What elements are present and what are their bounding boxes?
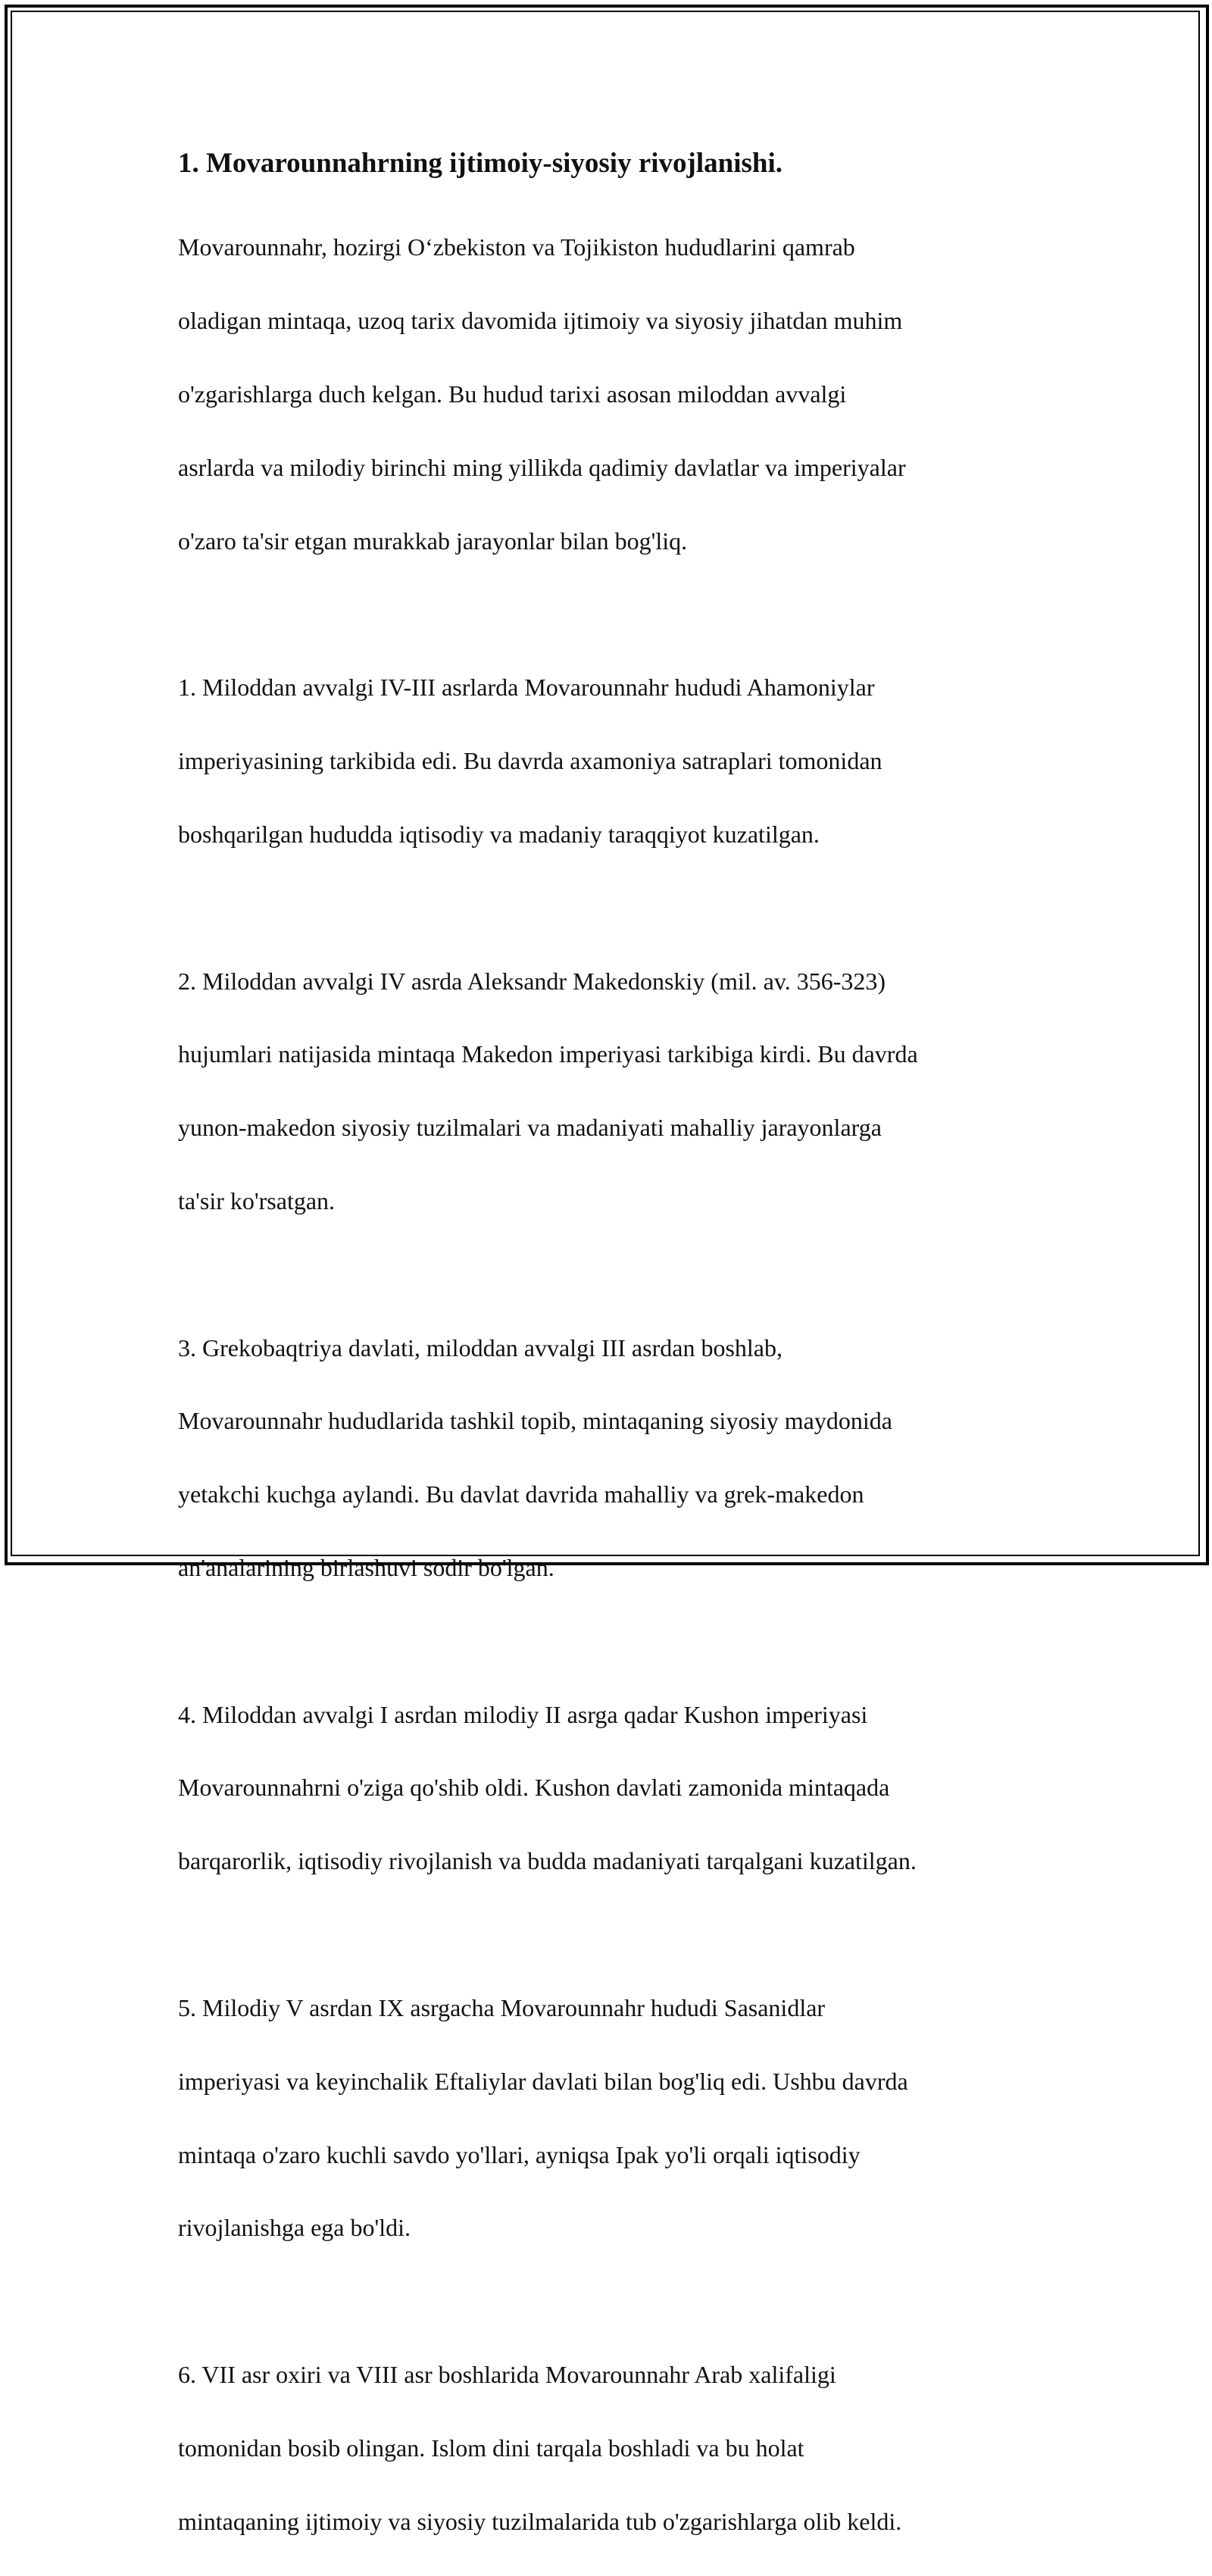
body-line: Movarounnahrni o'ziga qo'shib oldi. Kushon davlati zamonida mintaqada xyxy=(178,1774,890,1802)
body-line: mintaqaning ijtimoiy va siyosiy tuzilmalarida tub o'zgarishlarga olib keldi. xyxy=(178,2507,902,2535)
body-line: tomonidan bosib olingan. Islom dini tarqala boshladi va bu holat xyxy=(178,2434,804,2462)
body-line: barqarorlik, iqtisodiy rivojlanish va budda madaniyati tarqalgani kuzatilgan. xyxy=(178,1847,917,1875)
body-line: imperiyasining tarkibida edi. Bu davrda axamoniya satraplari tomonidan xyxy=(178,747,882,775)
body-line xyxy=(178,1256,1042,1293)
body-line: an'analarining birlashuvi sodir bo'lgan. xyxy=(178,1554,554,1582)
body-line: rivojlanishga ega bo'ldi. xyxy=(178,2214,411,2242)
body-line: hujumlari natijasida mintaqa Makedon imperiyasi tarkibiga kirdi. Bu davrda xyxy=(178,1040,918,1068)
body-line: Movarounnahr hududlarida tashkil topib, mintaqaning siyosiy maydonida xyxy=(178,1407,892,1435)
body-line: o'zgarishlarga duch kelgan. Bu hudud tarixi asosan miloddan avvalgi xyxy=(178,380,847,408)
body-line: oladigan mintaqa, uzoq tarix davomida ijtimoiy va siyosiy jihatdan muhim xyxy=(178,307,903,335)
document-content xyxy=(178,142,1042,2576)
body-line: ta'sir ko'rsatgan. xyxy=(178,1186,336,1215)
body-line: 3. Grekobaqtriya davlati, miloddan avvalgi III asrdan boshlab, xyxy=(178,1333,782,1361)
body-line xyxy=(178,889,1042,926)
body-line: o'zaro ta'sir etgan murakkab jarayonlar bilan bog'liq. xyxy=(178,527,688,555)
body-line: 6. VII asr oxiri va VIII asr boshlarida Movarounnahr Arab xalifaligi xyxy=(178,2360,836,2388)
body-line xyxy=(178,596,1042,632)
body-line: yunon-makedon siyosiy tuzilmalari va madaniyati mahalliy jarayonlarga xyxy=(178,1114,882,1142)
body-line: asrlarda va milodiy birinchi ming yillikda qadimiy davlatlar va imperiyalar xyxy=(178,453,906,481)
body-line: imperiyasi va keyinchalik Eftaliylar davlati bilan bog'liq edi. Ushbu davrda xyxy=(178,2067,908,2095)
body-line xyxy=(178,1916,1042,1952)
body-line: mintaqa o'zaro kuchli savdo yo'llari, ayniqsa Ipak yo'li orqali iqtisodiy xyxy=(178,2140,861,2168)
document-body xyxy=(178,192,1042,2576)
body-line xyxy=(178,1623,1042,1659)
document-title: 1. Movarounnahrning ijtimoiy-siyosiy rivojlanishi. xyxy=(178,148,782,179)
body-line: boshqarilgan hududda iqtisodiy va madaniy taraqqiyot kuzatilgan. xyxy=(178,820,820,848)
body-line: 4. Miloddan avvalgi I asrdan milodiy II asrga qadar Kushon imperiyasi xyxy=(178,1700,868,1728)
body-line: 5. Milodiy V asrdan IX asrgacha Movarounnahr hududi Sasanidlar xyxy=(178,1993,826,2021)
body-line: yetakchi kuchga aylandi. Bu davlat davrida mahalliy va grek-makedon xyxy=(178,1480,864,1508)
body-line: 2. Miloddan avvalgi IV asrda Aleksandr Makedonskiy (mil. av. 356-323) xyxy=(178,967,886,995)
body-line xyxy=(178,2283,1042,2319)
body-line: 1. Miloddan avvalgi IV-III asrlarda Movarounnahr hududi Ahamoniylar xyxy=(178,674,875,702)
body-line: Movarounnahr, hozirgi O‘zbekiston va Tojikiston hududlarini qamrab xyxy=(178,233,855,261)
